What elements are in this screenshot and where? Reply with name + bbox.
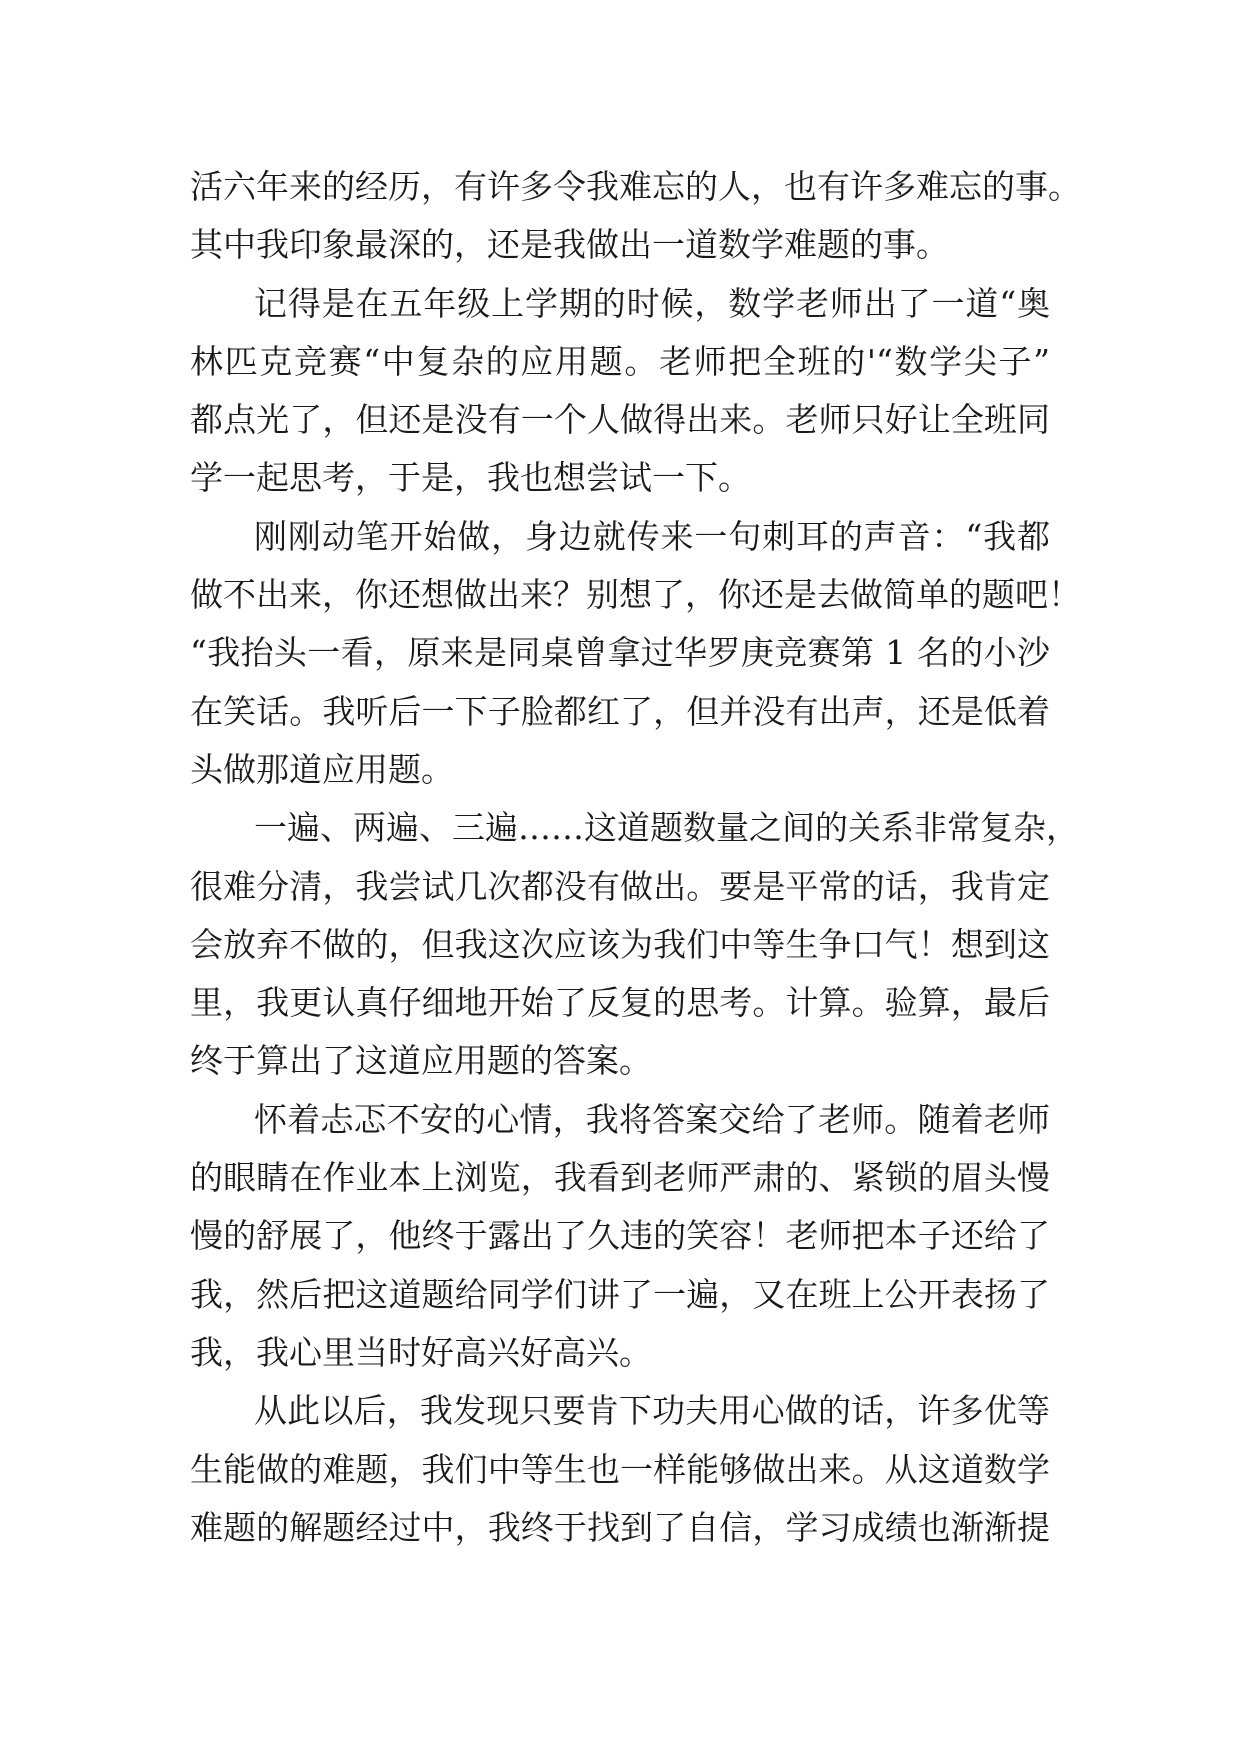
text-line: 学一起思考，于是，我也想尝试一下。: [190, 458, 751, 498]
text-line: 其中我印象最深的，还是我做出一道数学难题的事。: [190, 225, 949, 265]
text-line: 都点光了，但还是没有一个人做得出来。老师只好让全班同: [190, 400, 1050, 440]
paragraph-first-line: 刚刚动笔开始做，身边就传来一句刺耳的声音：“我都: [254, 516, 1050, 556]
text-line: 做不出来，你还想做出来？别想了，你还是去做简单的题吧！: [190, 575, 1081, 615]
text-line: 我，我心里当时好高兴好高兴。: [190, 1332, 652, 1372]
paragraph-first-line: 一遍、两遍、三遍……这道题数量之间的关系非常复杂，: [254, 808, 1079, 848]
text-line: 在笑话。我听后一下子脸都红了，但并没有出声，还是低着: [190, 691, 1050, 731]
text-line: 的眼睛在作业本上浏览，我看到老师严肃的、紧锁的眉头慢: [190, 1158, 1050, 1198]
text-line: 终于算出了这道应用题的答案。: [190, 1041, 652, 1081]
text-line: 难题的解题经过中，我终于找到了自信，学习成绩也渐渐提: [190, 1507, 1050, 1547]
paragraph-first-line: 从此以后，我发现只要肯下功夫用心做的话，许多优等: [254, 1391, 1050, 1431]
document-body: [190, 158, 1081, 1557]
text-line: 生能做的难题，我们中等生也一样能够做出来。从这道数学: [190, 1449, 1050, 1489]
text-line: 慢的舒展了，他终于露出了久违的笑容！老师把本子还给了: [190, 1216, 1050, 1256]
paragraph-first-line: 怀着忐忑不安的心情，我将答案交给了老师。随着老师: [254, 1099, 1050, 1139]
text-line: 会放弃不做的，但我这次应该为我们中等生争口气！想到这: [190, 924, 1050, 964]
text-line: 我，然后把这道题给同学们讲了一遍，又在班上公开表扬了: [190, 1274, 1050, 1314]
text-line: 活六年来的经历，有许多令我难忘的人，也有许多难忘的事。: [190, 167, 1081, 206]
text-line: 林匹克竞赛“中复杂的应用题。老师把全班的'“数学尖子”: [190, 341, 1050, 381]
text-line: 很难分清，我尝试几次都没有做出。要是平常的话，我肯定: [190, 866, 1050, 906]
text-line: “我抬头一看，原来是同桌曾拿过华罗庚竞赛第 1 名的小沙: [190, 633, 1050, 673]
text-line: 头做那道应用题。: [190, 749, 454, 789]
text-line: 里，我更认真仔细地开始了反复的思考。计算。验算，最后: [190, 983, 1050, 1023]
paragraph-first-line: 记得是在五年级上学期的时候，数学老师出了一道“奥: [254, 283, 1050, 323]
